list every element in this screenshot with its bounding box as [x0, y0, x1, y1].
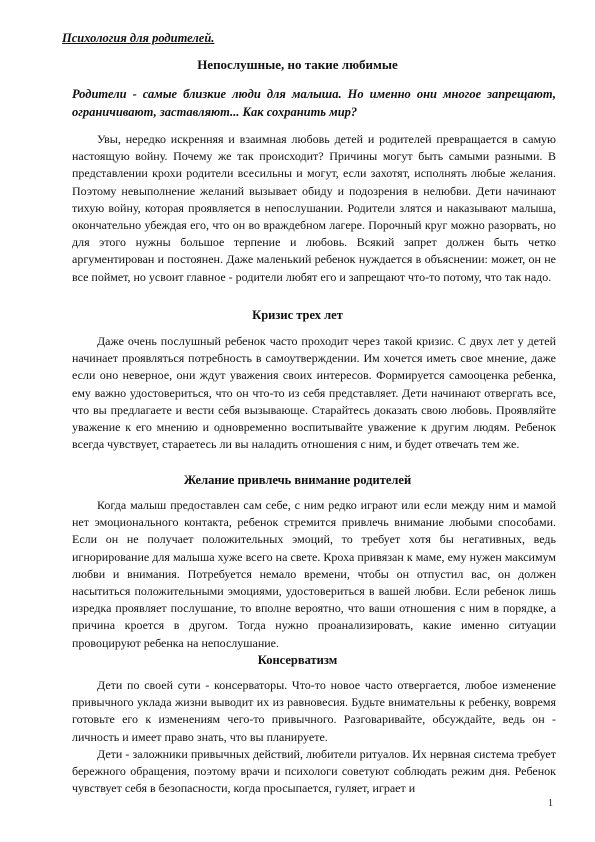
section-heading-conservatism: Консерватизм: [257, 653, 338, 667]
paragraph: Дети по своей сути - консерваторы. Что-то новое часто отвергается, любое изменение привычного уклада жизни выводит их из равновесия. Будьте внимательны к ребенку, вовремя готовьте его к изменениям чего-то привычного. Разговаривайте, обсуждайте, ведь он - личность и имеет право знать, что вы планируете.: [72, 678, 556, 744]
intro-paragraph: Увы, нередко искренняя и взаимная любовь детей и родителей превращается в самую настоящую войну. Почему же так происходит? Причины могут быть самыми разными. В представлении крохи родители всесильны и могут, если захотят, исполнять любые желания. Поэтому невыполнение желаний вызывает обиду и подозрения в нелюбви. Дети начинают тихую войну, которая проявляется в непослушании. Родители злятся и наказывают малыша, окончательно убеждая его, что он во враждебном лагере. Порочный круг можно разорвать, но для этого нужны большое терпение и любовь. Всякий запрет должен быть четко аргументирован и постоянен. Даже маленький ребенок нуждается в объяснении: может, он не все поймет, но усвоит главное - родители любят его и запрещают что-то потому, что так надо.: [72, 132, 556, 284]
intro-body: [72, 131, 556, 286]
section-label: Психология для родителей.: [62, 31, 215, 45]
paragraph: Даже очень послушный ребенок часто проходит через такой кризис. С двух лет у детей начинает проявляться потребность в самоутверждении. Им хочется иметь свое мнение, даже если оно неверное, они ждут уважения своих интересов. Формируется самооценка ребенка, ему важно удостовериться, что он что-то из себя представляет. Дети начинают отвергать все, что вы предлагаете и вести себя вызывающе. Старайтесь доказать свою любовь. Проявляйте уважение к его мнению и одновременно воспитывайте уважение к другим людям. Ребенок всегда чувствует, стараетесь ли вы наладить отношения с ним, и будет отвечать тем же.: [72, 334, 556, 452]
section-heading-attention: Желание привлечь внимание родителей: [183, 473, 412, 487]
page-title: Непослушные, но такие любимые: [197, 57, 398, 72]
section-body-attention: [72, 497, 556, 652]
section-body-conservatism: [72, 677, 556, 797]
paragraph: Дети - заложники привычных действий, любители ритуалов. Их нервная система требует бережного обращения, поэтому врачи и психологи советуют соблюдать режим дня. Ребенок чувствует себя в безопасности, когда просыпается, гуляет, играет и: [72, 746, 556, 796]
page-number: 1: [548, 798, 553, 809]
section-body-crisis: [72, 333, 556, 453]
lead-text: Родители - самые близкие люди для малыша. Но именно они многое запрещают, ограничивают, заставляют... Как сохранить мир?: [72, 87, 556, 119]
section-heading-crisis: Кризис трех лет: [252, 308, 343, 322]
lead-paragraph: [72, 86, 556, 121]
paragraph: Когда малыш предоставлен сам себе, с ним редко играют или если между ним и мамой нет эмоционального контакта, ребенок стремится привлечь внимание любыми способами. Если он не получает положительных эмоций, то требует хотя бы негативных, ведь игнорирование для малыша хуже всего на свете. Кроха привязан к маме, ему нужен максимум любви и внимания. Потребуется немало времени, чтобы он отпустил вас, он должен насытиться положительными эмоциями, удостовериться в вашей любви. Если ребенок лишь изредка проявляет послушание, то вполне вероятно, что ваши отношения с ним в порядке, а причина кроется в другом. Тогда нужно проанализировать, какие именно ситуации провоцируют ребенка на непослушание.: [72, 498, 556, 650]
